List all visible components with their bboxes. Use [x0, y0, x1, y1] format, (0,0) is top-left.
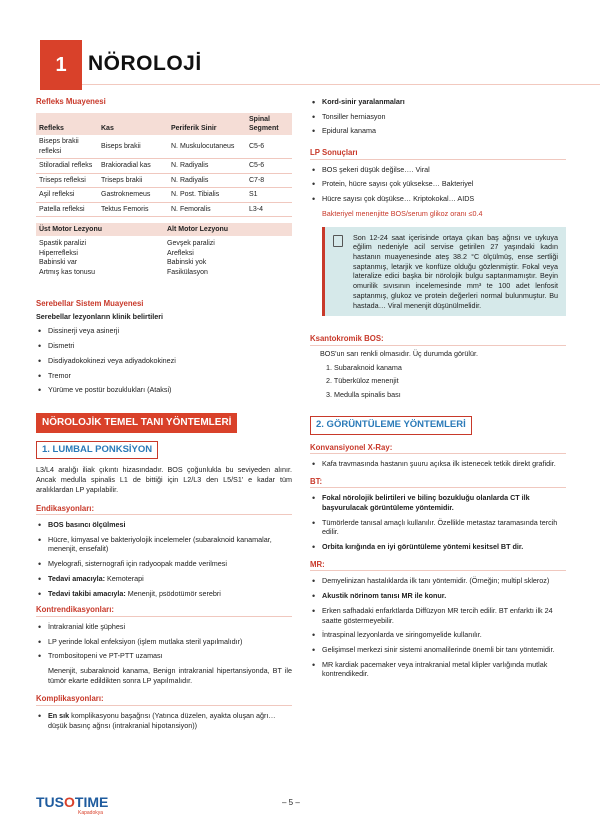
table-row	[36, 188, 292, 202]
table-cell: C7-8	[246, 173, 292, 187]
table-cell: N. Post. Tibialis	[168, 188, 246, 202]
table-cell: N. Femoralis	[168, 202, 246, 216]
list-item: • Tremor	[36, 371, 292, 381]
list-item: • Tedavi amacıyla: Kemoterapi	[36, 574, 292, 584]
note-icon	[333, 235, 343, 247]
list-item: • İntraspinal lezyonlarda ve siringomyelide kullanılır.	[310, 630, 566, 640]
methods-title-wrap	[36, 413, 292, 433]
list-item: • Myelografi, sisternografi için radyoopak madde verilmesi	[36, 559, 292, 569]
motor-upper-item: Babinski var	[39, 259, 78, 267]
list-item: • Protein, hücre sayısı çok yüksekse… Bakteriyel	[310, 179, 566, 189]
list-item: • Tümörlerde tanısal amaçlı kullanılır. Özellikle metastaz taramasında tercih edilir.	[310, 518, 566, 537]
xanth-intro: BOS'un sarı renkli olmasıdır. Üç durumda görülür.	[320, 348, 478, 358]
motor-header: Üst Motor Lezyonu	[36, 223, 164, 236]
table-cell: Tektus Femoris	[98, 202, 168, 216]
motor-lower-item: Babinski yok	[167, 259, 207, 267]
table-cell: Patella refleksi	[36, 202, 98, 216]
lp-heading: 1. LUMBAL PONKSİYON	[36, 441, 158, 460]
reflex-table	[36, 113, 292, 218]
table-row	[36, 159, 292, 173]
lp-section	[36, 441, 292, 731]
chapter-divider	[82, 84, 600, 85]
reflex-header: Periferik Sinir	[168, 113, 246, 136]
list-item: • En sık komplikasyonu başağrısı (Yatınca düzelen, ayakta oluşan ağrı… düşük basınç ağrısı (intrakranial hipotansiyon))	[36, 711, 292, 730]
list-item: • Fokal nörolojik belirtileri ve bilinç bozukluğu olanlarda CT ilk başvurulacak görüntüleme yöntemidir.	[310, 493, 566, 512]
list-item: • BOS şekeri düşük değilse…. Viral	[310, 165, 566, 175]
reflex-header: Refleks	[36, 113, 98, 136]
table-cell: Triseps refleksi	[36, 173, 98, 187]
list-item: • Orbita kırığında en iyi görüntüleme yöntemi kesitsel BT dir.	[310, 542, 566, 552]
list-item: • Hücre, kimyasal ve bakteriyolojik incelemeler (subaraknoid kanamalar, menenjit, ensefalit)	[36, 535, 292, 554]
xray-title: Konvansiyonel X-Ray:	[310, 443, 566, 455]
list-item: 2. Tüberküloz menenjit	[326, 376, 399, 386]
list-item: • Dissinerji veya asinerji	[36, 326, 292, 336]
table-row	[36, 173, 292, 187]
table-cell: N. Radiyalis	[168, 159, 246, 173]
motor-lower-item: Fasikülasyon	[167, 268, 208, 276]
table-cell: Gastroknemeus	[98, 188, 168, 202]
xanth-title: Ksantokromik BOS:	[310, 334, 566, 346]
chapter-number: 1	[40, 40, 82, 90]
table-cell: Aşil refleksi	[36, 188, 98, 202]
tustime-logo: TUSOTIME	[36, 794, 109, 810]
list-item: • BOS basıncı ölçülmesi	[36, 520, 292, 530]
cerebellar-section	[36, 299, 292, 395]
lp-results-title: LP Sonuçları	[310, 148, 566, 160]
list-item: 1. Subaraknoid kanama	[326, 362, 402, 372]
table-cell: Triseps brakii	[98, 173, 168, 187]
motor-upper-item: Hiperrefleksi	[39, 249, 78, 257]
list-item: • MR kardiak pacemaker veya intrakranial metal klipler varlığında mutlak kontrendikedir.	[310, 660, 566, 679]
motor-upper-item: Spastik paralizi	[39, 240, 87, 248]
table-cell: Biseps brakii refleksi	[36, 135, 98, 158]
table-row	[36, 135, 292, 158]
list-item: • Yürüme ve postür bozuklukları (Ataksi)	[36, 385, 292, 395]
table-cell: Stiloradial refleks	[36, 159, 98, 173]
reflex-header: Spinal Segment	[246, 113, 292, 136]
table-cell: N. Muskulocutaneus	[168, 135, 246, 158]
list-item: • Dismetri	[36, 341, 292, 351]
table-cell: Biseps brakii	[98, 135, 168, 158]
bt-title: BT:	[310, 477, 566, 489]
logo-subtitle: Kapadokya	[78, 810, 104, 816]
list-item: • Disdiyadokokinezi veya adiyadokokinezi	[36, 356, 292, 366]
table-cell: N. Radiyalis	[168, 173, 246, 187]
cerebellar-subtitle: Serebellar lezyonların klinik belirtileri	[36, 311, 164, 321]
table-row	[36, 202, 292, 216]
right-column	[310, 92, 566, 684]
chapter-title: NÖROLOJİ	[88, 52, 202, 75]
list-item: • Akustik nörinom tanısı MR ile konur.	[310, 591, 566, 601]
list-item: • Trombositopeni ve PT-PTT uzaması	[36, 651, 292, 661]
page-number: – 5 –	[282, 798, 300, 807]
table-row	[36, 236, 292, 279]
list-item: • Erken safhadaki enfarktlarda Diffüzyon MR tercih edilir. BT enfarktı ilk 24 saatte göstermeyebilir.	[310, 606, 566, 625]
case-note-box	[322, 227, 566, 317]
lp-contra-note: Menenjit, subaraknoid kanama, Benign intrakranial hipertansiyonda, BT ile tümör ekarte edildikten sonra LP yapılmalıdır.	[48, 666, 292, 685]
lp-contra-title: Kontrendikasyonları:	[36, 605, 292, 617]
list-item: • Kafa travmasında hastanın şuuru açıksa ilk istenecek tetkik direkt grafidir.	[310, 459, 566, 469]
mr-title: MR:	[310, 560, 566, 572]
lp-intro: L3/L4 aralığı iliak çıkıntı hizasındadır. BOS çoğunlukla bu seviyeden alınır. Ancak medulla spinalis L1 de bittiği için L2/L3 den L5/S1' e kadar tüm aralıklardan LP yapılabilir.	[36, 465, 292, 494]
lp-results-ratio: Bakteriyel menenjitte BOS/serum glikoz oranı ≤0.4	[322, 208, 483, 218]
list-item: • Demyelinizan hastalıklarda ilk tanı yöntemidir. (Örneğin; multipl skleroz)	[310, 576, 566, 586]
list-item: • Tonsiller herniasyon	[310, 112, 566, 122]
chapter-header	[40, 40, 290, 90]
motor-table	[36, 223, 292, 279]
list-item: • Epidural kanama	[310, 126, 566, 136]
reflex-title: Refleks Muayenesi	[36, 97, 106, 106]
table-cell: C5-6	[246, 159, 292, 173]
table-cell: C5-6	[246, 135, 292, 158]
cerebellar-title: Serebellar Sistem Muayenesi	[36, 299, 144, 309]
imaging-section	[310, 416, 566, 679]
reflex-header: Kas	[98, 113, 168, 136]
list-item: • İntrakranial kitle şüphesi	[36, 622, 292, 632]
list-item: • Gelişimsel merkezi sinir sistemi anomalilerinde önemli bir tanı yöntemidir.	[310, 645, 566, 655]
lp-indications-title: Endikasyonları:	[36, 504, 292, 516]
methods-title: NÖROLOJİK TEMEL TANI YÖNTEMLERİ	[36, 413, 237, 433]
list-item: • Tedavi takibi amacıyla: Menenjit, psödotümör serebri	[36, 589, 292, 599]
motor-lower-item: Arefleksi	[167, 249, 194, 257]
list-item: 3. Medulla spinalis bası	[326, 389, 401, 399]
list-item: • LP yerinde lokal enfeksiyon (işlem mutlaka steril yapılmalıdır)	[36, 637, 292, 647]
xanth-section	[310, 334, 566, 399]
motor-lower-item: Gevşek paralizi	[167, 240, 215, 248]
table-cell: L3-4	[246, 202, 292, 216]
lp-comp-title: Komplikasyonları:	[36, 694, 292, 706]
list-item: • Kord-sinir yaralanmaları	[310, 97, 566, 107]
list-item: • Hücre sayısı çok düşükse… Kriptokokal… AIDS	[310, 194, 566, 204]
table-cell: S1	[246, 188, 292, 202]
motor-upper-item: Artmış kas tonusu	[39, 268, 96, 276]
case-note-text: Son 12-24 saat içerisinde ortaya çıkan baş ağrısı ve uykuya eğilim nedeniyle acil servise getirilen 27 yaşındaki kadın hastanın muayenesinde ateş 38.2 °C ölçülmüş, ense sertliği saptanmış, letarjik ve konfüze olduğu gözlenmiştir. Fokal veya lateralize edici başka bir nörolojik bulgu saptanmamıştır. Beyin omurilik sıvısının incelemesinde mm³ te 100 adet lenfosit saptanmış, glukoz ve protein değerleri normal bulunmuştur. Bu hastada… Viral menenjit düşünülmelidir.	[353, 232, 558, 310]
motor-header: Alt Motor Lezyonu	[164, 223, 292, 236]
imaging-heading: 2. GÖRÜNTÜLEME YÖNTEMLERİ	[310, 416, 472, 435]
left-column	[36, 97, 292, 735]
table-cell: Brakioradial kas	[98, 159, 168, 173]
